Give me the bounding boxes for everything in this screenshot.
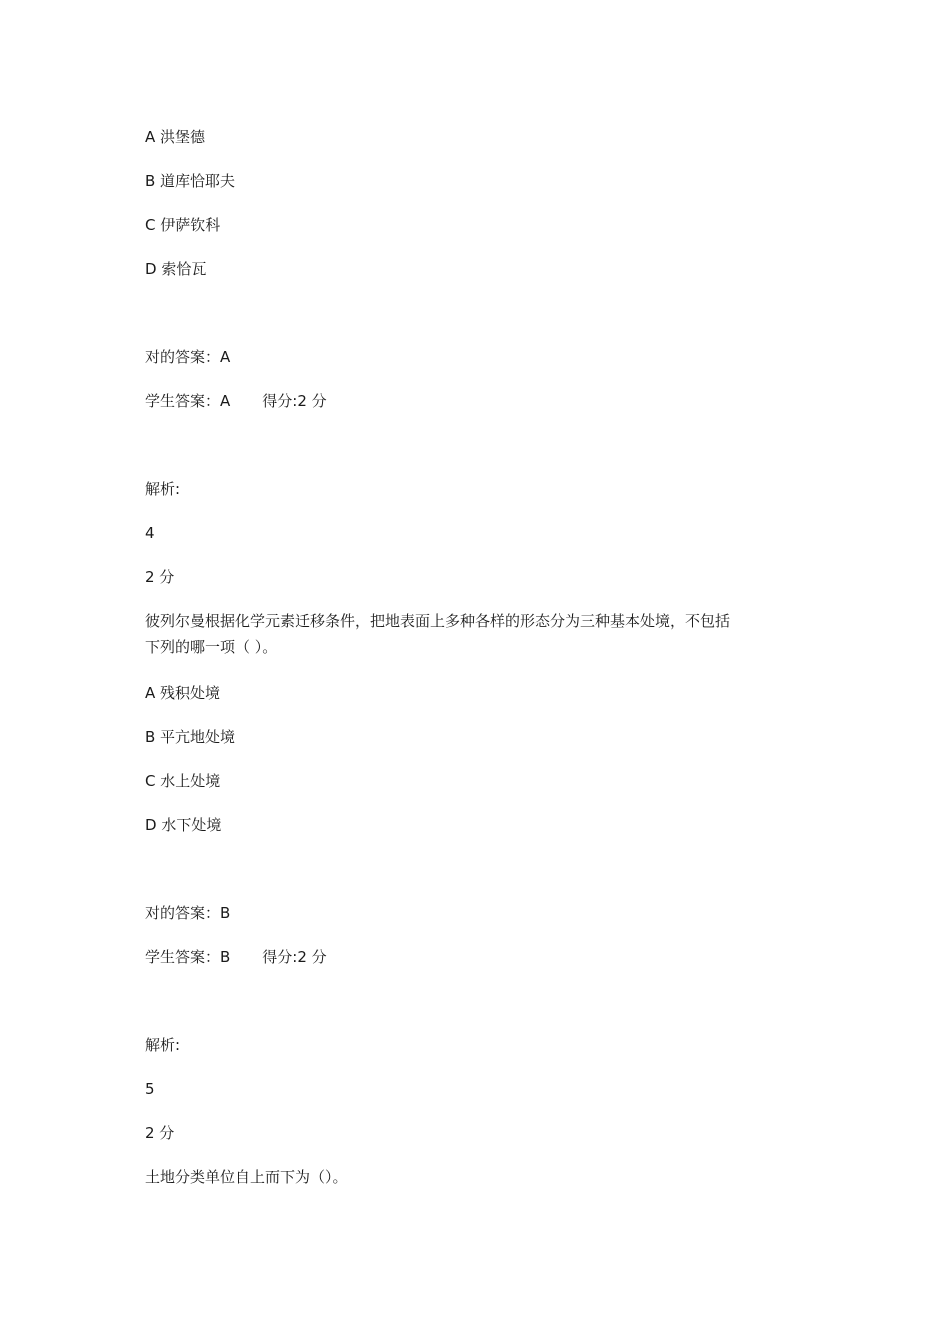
q4-option-a: A 残积处境 — [145, 684, 221, 702]
q3-option-c: C 伊萨钦科 — [145, 216, 221, 234]
q4-analysis-label: 解析: — [145, 1036, 181, 1054]
q4-points: 2 分 — [145, 568, 175, 586]
q4-number: 4 — [145, 524, 155, 542]
q4-question-line-2: 下列的哪一项（ ）。 — [145, 638, 278, 656]
q4-option-d: D 水下处境 — [145, 816, 222, 834]
q3-option-a: A 洪堡德 — [145, 128, 206, 146]
q3-option-d: D 索恰瓦 — [145, 260, 207, 278]
q5-question: 土地分类单位自上而下为（）。 — [145, 1168, 348, 1186]
q4-option-b: B 平亢地处境 — [145, 728, 236, 746]
q3-score: 得分:2 分 — [262, 392, 327, 410]
q3-analysis-label: 解析: — [145, 480, 181, 498]
q3-option-b: B 道库恰耶夫 — [145, 172, 236, 190]
q3-correct-answer: 对的答案：A — [145, 348, 231, 366]
q4-correct-answer: 对的答案：B — [145, 904, 231, 922]
q5-number: 5 — [145, 1080, 155, 1098]
q4-question-line-1: 彼列尔曼根据化学元素迁移条件，把地表面上多种各样的形态分为三种基本处境，不包括 — [145, 612, 731, 630]
q4-student-answer: 学生答案：B — [145, 948, 231, 966]
q4-option-c: C 水上处境 — [145, 772, 221, 790]
q4-score: 得分:2 分 — [262, 948, 327, 966]
q4-student-answer-row — [145, 946, 327, 968]
q5-points: 2 分 — [145, 1124, 175, 1142]
q3-student-answer: 学生答案：A — [145, 392, 231, 410]
q3-student-answer-row — [145, 390, 327, 412]
